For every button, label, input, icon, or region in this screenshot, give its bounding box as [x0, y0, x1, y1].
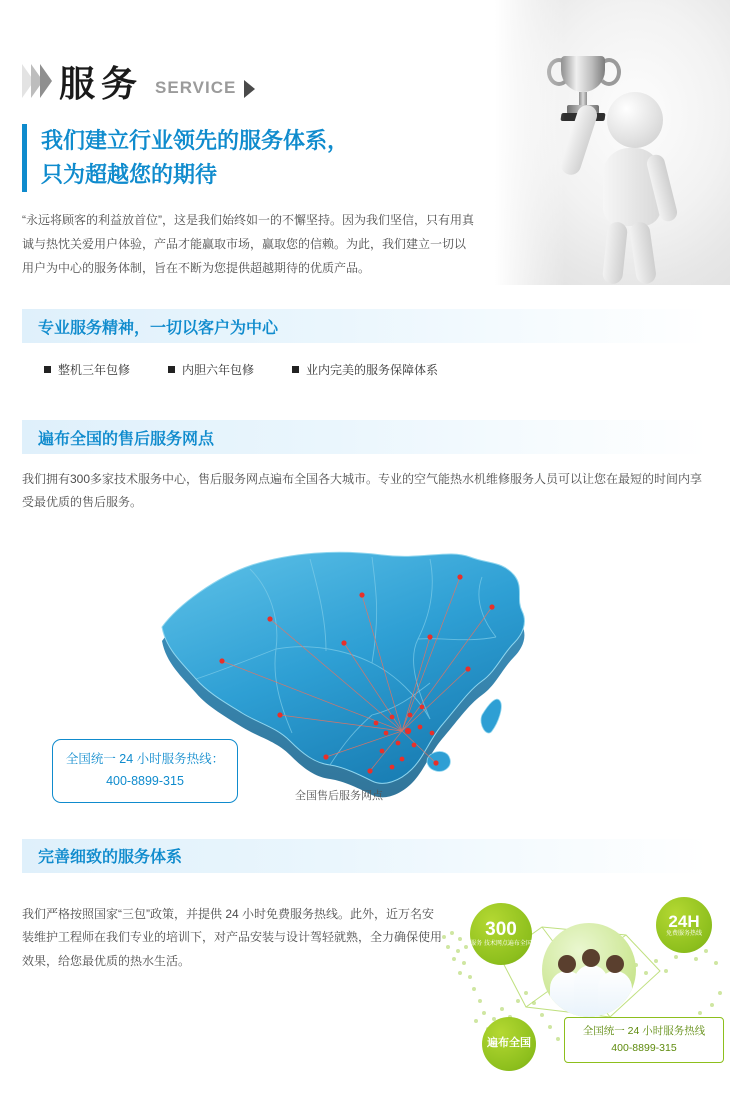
list-item [44, 361, 130, 378]
headline-line-2: 只为超越您的期待 [41, 162, 218, 188]
hotline-number: 400-8899-315 [106, 773, 184, 788]
arrow-right-icon [244, 80, 255, 98]
china-service-map [0, 519, 730, 839]
badge-nationwide: 遍布全国 [482, 1017, 536, 1071]
service-staff-photo [542, 923, 636, 1017]
section-bar-label: 遍布全国的售后服务网点 [38, 430, 215, 448]
headline [22, 124, 471, 192]
badge-300-service-centers [470, 903, 532, 965]
hotline-label: 全国统一 24 小时服务热线： [65, 751, 225, 766]
green-hotline-label: 全国统一 24 小时服务热线 [582, 1025, 706, 1038]
service-system-section [0, 903, 730, 1113]
intro-paragraph: “永远将顾客的利益放首位”，这是我们始终如一的不懈坚持。因为我们坚信，只有用真诚与热忱关爱用户体验，产品才能赢取市场，赢取您的信赖。为此，我们建立一切以用户为中心的服务体制，旨在不断为您提供超越期待的优质产品。 [22, 213, 474, 276]
service-bullet-list [44, 361, 708, 378]
badge-24h-hotline [656, 897, 712, 953]
bullet-label: 业内完美的服务保障体系 [306, 363, 439, 377]
hotline-box [52, 739, 238, 803]
page-header [0, 0, 730, 285]
map-caption: 全国售后服务网点 [295, 789, 383, 802]
green-hotline-number: 400-8899-315 [611, 1041, 677, 1054]
list-item [292, 361, 438, 378]
page-title: 服务 [59, 63, 144, 104]
badge-300-text: 服务 技术网点遍布全国 [470, 941, 532, 948]
bullet-label: 内胆六年包修 [182, 363, 255, 377]
section-bar-label: 完善细致的服务体系 [38, 849, 183, 867]
badge-24h-text: 免费服务热线 [665, 931, 702, 938]
section-bar-service-system [22, 839, 708, 873]
headline-line-1: 我们建立行业领先的服务体系， [41, 128, 350, 153]
section-title-row [0, 0, 730, 102]
list-item [168, 361, 254, 378]
nationwide-network-paragraph: 我们拥有300多家技术服务中心，售后服务网点遍布全国各大城市。专业的空气能热水机维修服务人员可以让您在最短的时间内享受最优质的售后服务。 [22, 472, 703, 510]
square-bullet-icon [168, 366, 175, 373]
badge-24h-number: 24H [668, 911, 700, 931]
square-bullet-icon [292, 366, 299, 373]
chevron-group-icon [22, 64, 49, 98]
section-bar-nationwide-network [22, 420, 708, 454]
bullet-label: 整机三年包修 [58, 363, 131, 377]
page-title-en: SERVICE [155, 78, 237, 97]
square-bullet-icon [44, 366, 51, 373]
badge-300-number: 300 [485, 919, 517, 941]
green-service-graphic [430, 897, 730, 1077]
section-bar-label: 专业服务精神，一切以客户为中心 [38, 319, 279, 337]
section-bar-professional-service [22, 309, 708, 343]
service-system-paragraph: 我们严格按照国家“三包”政策，并提供 24 小时免费服务热线。此外，近万名安装维护工程师在我们专业的培训下，对产品安装与设计驾轻就熟，全力确保使用效果，给您最优质的热水生活。 [22, 906, 443, 968]
green-hotline-box [564, 1017, 724, 1063]
